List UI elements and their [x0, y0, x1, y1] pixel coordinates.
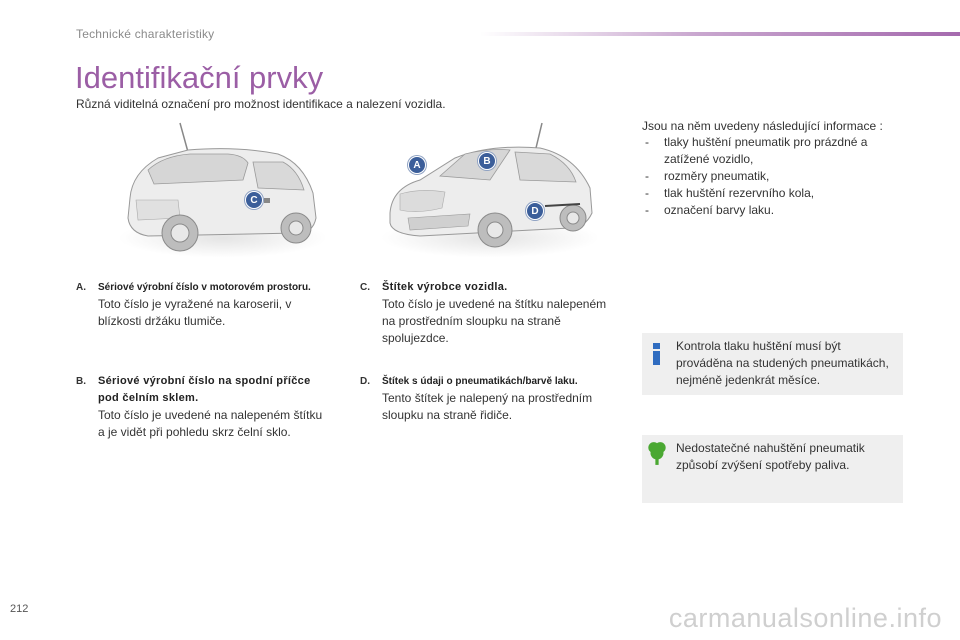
item-a-heading: Sériové výrobní číslo v motorovém prostoru.	[98, 282, 311, 293]
item-c-letter: C.	[360, 282, 370, 293]
car-front-drawing	[380, 118, 600, 258]
item-b-body-line-2: a je vidět při pohledu skrz čelní sklo.	[98, 425, 291, 439]
info-list-item	[642, 168, 902, 185]
eco-note-box	[642, 435, 903, 503]
eco-tree-icon	[647, 440, 667, 466]
watermark: carmanualsonline.info	[668, 603, 942, 633]
car-front-illustration	[380, 118, 600, 258]
eco-note-text	[676, 440, 898, 474]
info-list-item	[642, 202, 902, 219]
list-dash: -	[645, 135, 649, 149]
info-item-2-line-1: rozměry pneumatik,	[664, 169, 770, 183]
label-badge-c: C	[245, 191, 263, 209]
eco-note-line-1: Nedostatečné nahuštění pneumatik	[676, 441, 865, 455]
page-subtitle: Různá viditelná označení pro možnost identifikace a nalezení vozidla.	[76, 97, 446, 111]
info-icon	[648, 342, 666, 366]
car-rear-illustration	[118, 118, 328, 258]
car-rear-drawing	[118, 118, 328, 258]
page-title: Identifikační prvky	[75, 60, 324, 95]
info-intro: Jsou na něm uvedeny následující informace :	[642, 119, 883, 133]
list-dash: -	[645, 186, 649, 200]
item-a	[76, 279, 346, 330]
item-b-heading-line-1: Sériové výrobní číslo na spodní příčce	[98, 375, 311, 387]
tip-note-box	[642, 333, 903, 395]
info-list-item	[642, 185, 902, 202]
item-d-heading: Štítek s údaji o pneumatikách/barvě laku.	[382, 376, 578, 387]
label-badge-a: A	[408, 156, 426, 174]
tip-note-text	[676, 338, 898, 389]
item-a-body-line-1: Toto číslo je vyražené na karoserii, v	[98, 297, 292, 311]
info-list	[642, 134, 902, 219]
item-d-body-line-2: sloupku na straně řidiče.	[382, 408, 513, 422]
tip-note-line-3: nejméně jedenkrát měsíce.	[676, 373, 821, 387]
item-c-body-line-3: spolujezdce.	[382, 331, 449, 345]
label-badge-b: B	[478, 152, 496, 170]
item-d-body-line-1: Tento štítek je nalepený na prostředním	[382, 391, 593, 405]
info-item-1-line-1: tlaky huštění pneumatik pro prázdné a	[664, 135, 868, 149]
item-b	[76, 373, 346, 441]
item-d	[360, 373, 635, 424]
header-accent-bar	[480, 32, 960, 36]
header-section-title: Technické charakteristiky	[76, 27, 215, 41]
info-item-4-line-1: označení barvy laku.	[664, 203, 775, 217]
item-a-letter: A.	[76, 282, 86, 293]
item-a-body-line-2: blízkosti držáku tlumiče.	[98, 314, 226, 328]
info-item-1-line-2: zatížené vozidlo,	[664, 152, 754, 166]
label-badge-d: D	[526, 202, 544, 220]
item-b-heading-line-2: pod čelním sklem.	[98, 392, 199, 404]
info-list-item	[642, 134, 902, 168]
page-number: 212	[10, 603, 29, 615]
info-item-3-line-1: tlak huštění rezervního kola,	[664, 186, 815, 200]
item-c-body-line-2: na prostředním sloupku na straně	[382, 314, 561, 328]
item-c	[360, 279, 630, 347]
item-b-body-line-1: Toto číslo je uvedené na nalepeném štítku	[98, 408, 323, 422]
item-b-letter: B.	[76, 376, 86, 387]
list-dash: -	[645, 203, 649, 217]
tip-note-line-1: Kontrola tlaku huštění musí být	[676, 339, 841, 353]
item-d-letter: D.	[360, 376, 370, 387]
eco-note-line-2: způsobí zvýšení spotřeby paliva.	[676, 458, 850, 472]
tip-note-line-2: prováděna na studených pneumatikách,	[676, 356, 889, 370]
item-c-heading: Štítek výrobce vozidla.	[382, 281, 508, 293]
item-c-body-line-1: Toto číslo je uvedené na štítku nalepeném	[382, 297, 607, 311]
list-dash: -	[645, 169, 649, 183]
